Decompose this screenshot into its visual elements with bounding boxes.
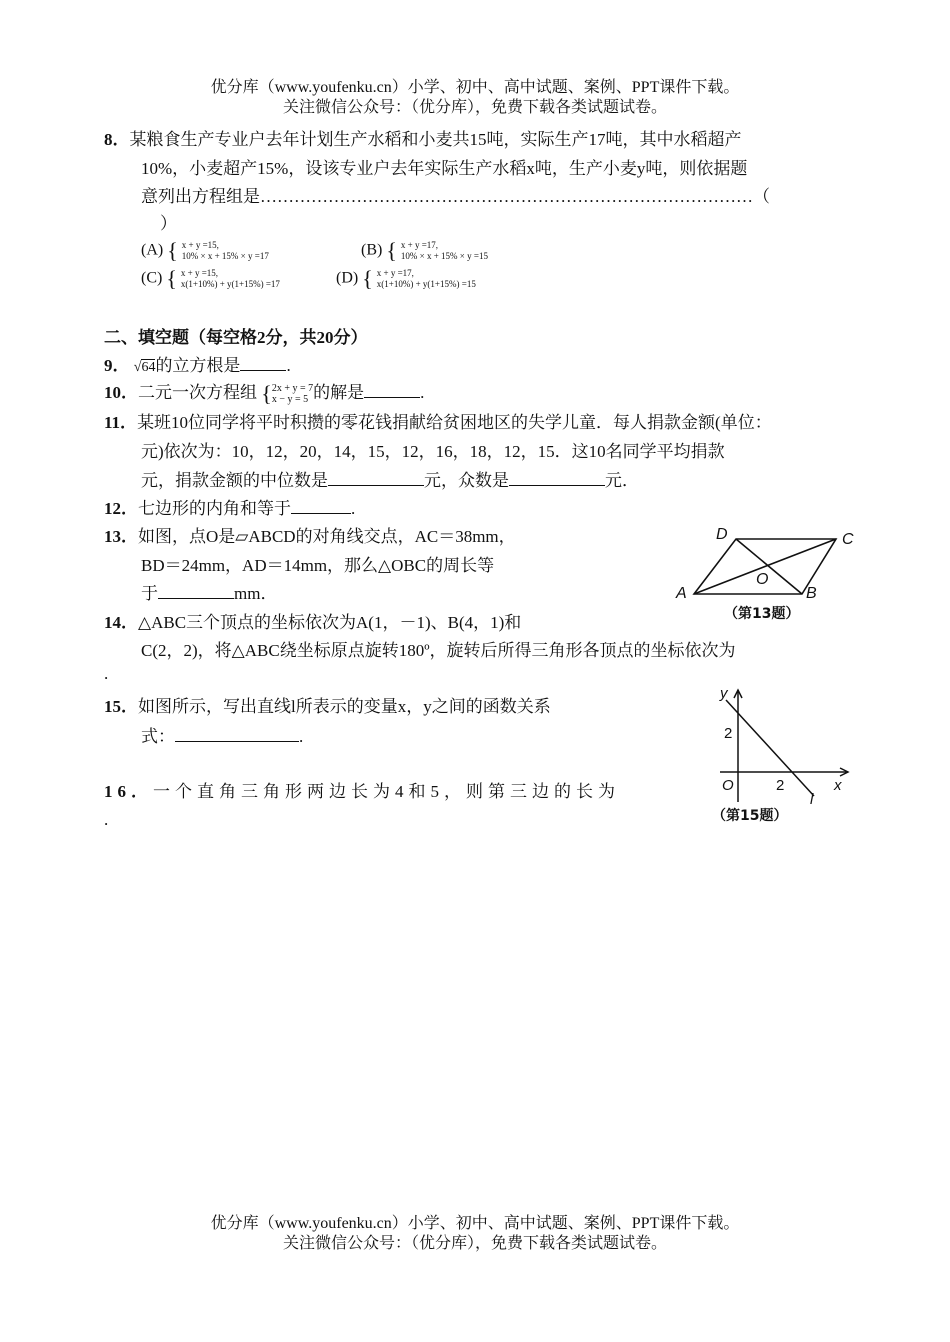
q13-text-3b: mm． [234,584,278,603]
q13-text-1: 如图，点O是▱ABCD的对角线交点，AC＝38mm， [138,527,516,546]
option-label: (C) [141,269,163,287]
header-line-2: 关注微信公众号：（优分库），免费下载各类试题试卷。 [282,99,667,116]
page-footer [0,1214,950,1254]
q8-text-4: ） [160,214,177,233]
q10-end: . [420,383,425,402]
label-b: B [806,585,817,602]
q9-text: 的立方根是 [155,356,241,375]
q8-number: 8． [104,130,130,149]
equation-1: x + y =15, [181,240,219,250]
q16-number: 16． [104,782,153,801]
q11-line-3 [141,469,639,493]
q16-text: 一个直角三角形两边长为4和5，则第三边的长为 [153,782,620,801]
q8-option-d[interactable] [336,268,476,290]
brace-icon: { [166,266,177,291]
q13-caption: （第13题） [724,606,800,622]
y-label: y [720,685,728,702]
q14-text-2: C(2，2)，将△ABC绕坐标原点旋转180º，旋转后所得三角形各顶点的坐标依次为 [141,641,736,660]
q16-end: . [104,810,109,829]
q10-eq2: x − y = 5 [271,394,309,406]
q14-line-1 [104,611,521,635]
y-intercept-label: 2 [724,725,733,742]
label-c: C [842,531,854,548]
equation-2: x(1+10%) + y(1+15%) =17 [180,279,280,289]
q12-end: . [351,499,356,518]
q13-number: 13． [104,527,138,546]
q13-answer-blank[interactable] [158,583,234,599]
q13-text-2: BD＝24mm，AD＝14mm，那么△OBC的周长等 [141,556,495,575]
q15-text-2b: . [299,727,304,746]
equation-system [182,240,269,262]
line-l [726,700,814,796]
q13-line-1 [104,525,516,549]
label-a: A [676,585,687,602]
q8-text-3: 意列出方程组是……………………………………………………………………………（ [141,187,770,206]
q11-text-3c: 元． [605,471,639,490]
brace-icon: { [362,266,373,291]
q15-line-1 [104,695,551,719]
q15-line-2 [141,725,303,749]
q15-text-1: 如图所示，写出直线l所表示的变量x，y之间的函数关系 [138,697,551,716]
q16 [104,780,620,804]
origin-label: O [722,777,734,794]
sqrt-radical [134,356,156,380]
q10-eq1: 2x + y = 7 [271,383,314,395]
brace-icon: { [167,238,178,263]
q15-number: 15． [104,697,138,716]
equation-1: x + y =17, [376,268,414,278]
q8-text-2: 10%，小麦超产15%，设该专业户去年实际生产水稻x吨，生产小麦y吨，则依据题 [141,159,748,178]
q12-number: 12． [104,499,138,518]
q11-text-3a: 元，捐款金额的中位数是 [141,471,328,490]
label-o: O [756,571,769,588]
sqrt-icon: √ [133,360,142,375]
q13-figure [672,522,872,624]
equation-system [377,268,476,290]
q9-number: 9． [104,356,130,375]
q11-text-2: 元)依次为：10，12，20，14，15，12，16，18，12，15．这10名同学平均捐款 [141,442,725,461]
q10-post: 的解是 [313,383,365,402]
option-label: (B) [361,241,383,259]
q10-answer-blank[interactable] [364,382,420,398]
equation-system [181,268,280,290]
equation-2: 10% × x + 15% × y =17 [181,251,269,261]
q9 [104,354,291,380]
q13-line-3 [141,582,277,606]
footer-line-1: 优分库（www.youfenku.cn）小学、初中、高中试题、案例、PPT课件下载。 [210,1215,740,1232]
q14-text-1: △ABC三个顶点的坐标依次为A(1，－1)、B(4，1)和 [138,613,522,632]
q10-system [272,383,313,405]
equation-1: x + y =15, [180,268,219,278]
q8-text-1: 某粮食生产专业户去年计划生产水稻和小麦共15吨，实际生产17吨，其中水稻超产 [129,130,742,149]
q10-number: 10． [104,383,138,402]
q11-line-1 [104,411,772,435]
q8-option-b[interactable] [361,240,488,262]
q12-text: 七边形的内角和等于 [138,499,291,518]
q9-end: . [286,356,291,375]
q14-text-3: . [104,664,109,683]
q8-option-a[interactable] [141,240,269,262]
q14-number: 14． [104,613,138,632]
header-line-1: 优分库（www.youfenku.cn）小学、初中、高中试题、案例、PPT课件下载。 [210,79,740,96]
q15-figure [690,682,860,830]
page-header [0,78,950,118]
q11-median-blank[interactable] [328,470,424,486]
q11-text-1: 某班10位同学将平时积攒的零花钱捐献给贫困地区的失学儿童．每人捐款金额(单位： [137,413,772,432]
diagonal-bd [736,539,802,594]
x-intercept-label: 2 [776,777,785,794]
q11-text-3b: 元，众数是 [424,471,509,490]
q8-option-c[interactable] [141,268,280,290]
q15-caption: （第15题） [712,808,788,824]
q15-answer-blank[interactable] [175,726,299,742]
radicand: 64 [141,360,156,375]
label-d: D [716,526,728,543]
line-label: l [810,791,814,808]
footer-line-2: 关注微信公众号：（优分库），免费下载各类试题试卷。 [282,1235,667,1252]
q11-number: 11． [104,413,138,432]
q11-mode-blank[interactable] [509,470,605,486]
option-label: (A) [141,241,164,259]
q10 [104,381,424,405]
x-label: x [834,777,842,794]
option-label: (D) [336,269,359,287]
brace-icon: { [261,381,272,407]
q15-text-2a: 式： [141,727,175,746]
equation-1: x + y =17, [400,240,439,250]
q12-answer-blank[interactable] [291,498,351,514]
q10-pre: 二元一次方程组 [138,383,257,402]
equation-system [401,240,488,262]
q8-line-1 [104,128,742,152]
equation-2: x(1+10%) + y(1+15%) =15 [376,279,476,289]
q12 [104,497,355,521]
q9-answer-blank[interactable] [240,355,286,371]
brace-icon: { [386,238,397,263]
section-title: 二、填空题（每空格2分，共20分） [104,328,368,347]
equation-2: 10% × x + 15% × y =15 [400,251,488,261]
q13-text-3a: 于 [141,584,158,603]
